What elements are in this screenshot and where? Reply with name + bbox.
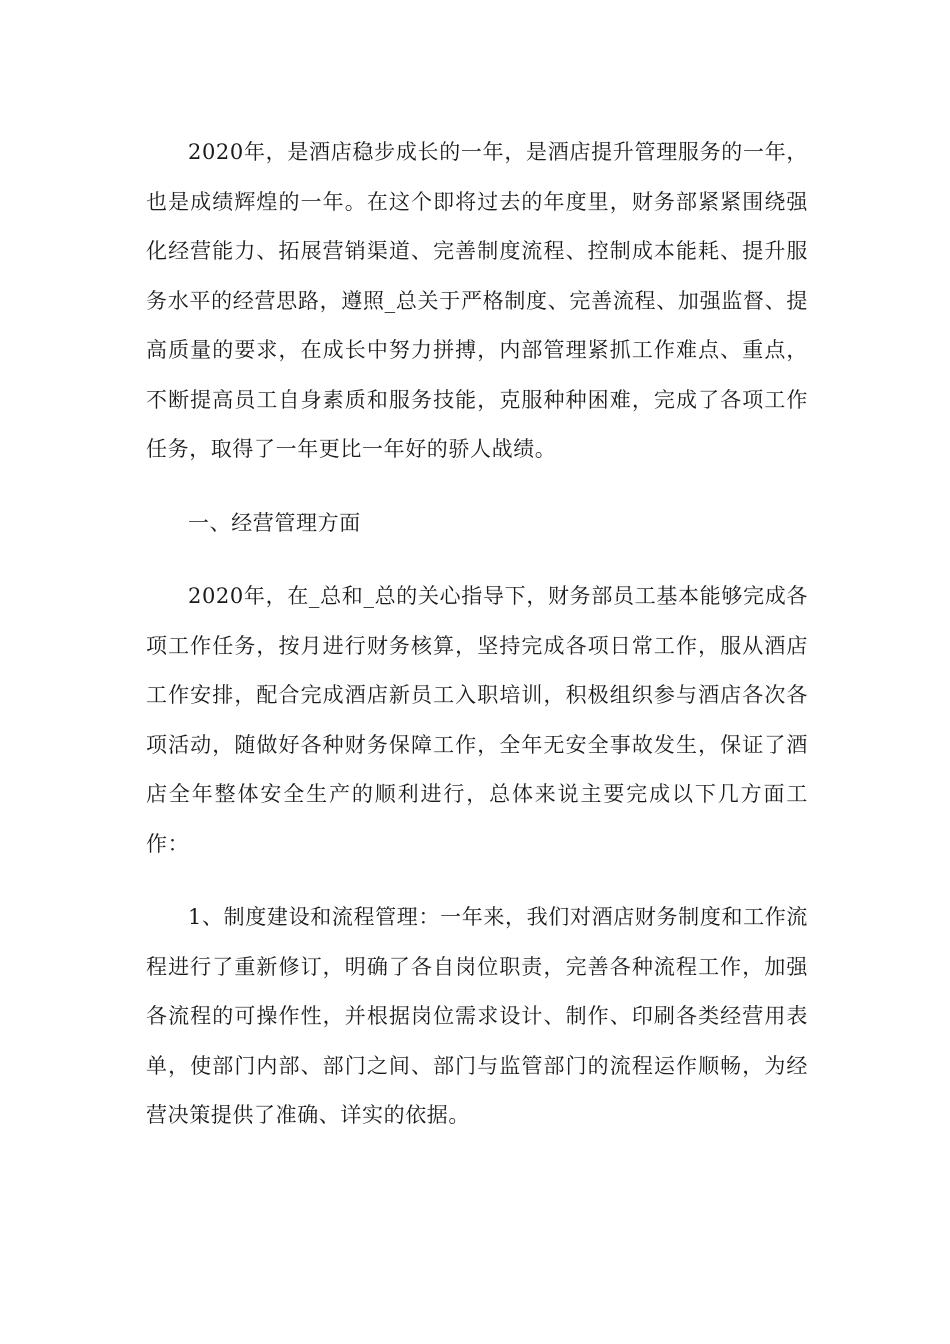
paragraph-operations-summary: 2020年，在_总和_总的关心指导下，财务部员工基本能够完成各项工作任务，按月进行财务核算，坚持完成各项日常工作，服从酒店工作安排，配合完成酒店新员工入职培训，积极组织参与酒店各次各项活动，随做好各种财务保障工作，全年无安全事故发生，保证了酒店全年整体安全生产的顺利进行，总体来说主要完成以下几方面工作：: [146, 584, 808, 856]
paragraph-intro: 2020年，是酒店稳步成长的一年，是酒店提升管理服务的一年，也是成绩辉煌的一年。在这个即将过去的年度里，财务部紧紧围绕强化经营能力、拓展营销渠道、完善制度流程、控制成本能耗、提升服务水平的经营思路，遵照_总关于严格制度、完善流程、加强监督、提高质量的要求，在成长中努力拼搏，内部管理紧抓工作难点、重点，不断提高员工自身素质和服务技能，克服种种困难，完成了各项工作任务，取得了一年更比一年好的骄人战绩。: [146, 140, 808, 461]
section-heading-operations: 一、经营管理方面: [188, 510, 361, 535]
paragraph-system-process: 1、制度建设和流程管理：一年来，我们对酒店财务制度和工作流程进行了重新修订，明确了各自岗位职责，完善各种流程工作，加强各流程的可操作性，并根据岗位需求设计、制作、印刷各类经营用表单，使部门内部、部门之间、部门与监管部门的流程运作顺畅，为经营决策提供了准确、详实的依据。: [146, 905, 808, 1127]
document-page: [146, 128, 808, 1141]
